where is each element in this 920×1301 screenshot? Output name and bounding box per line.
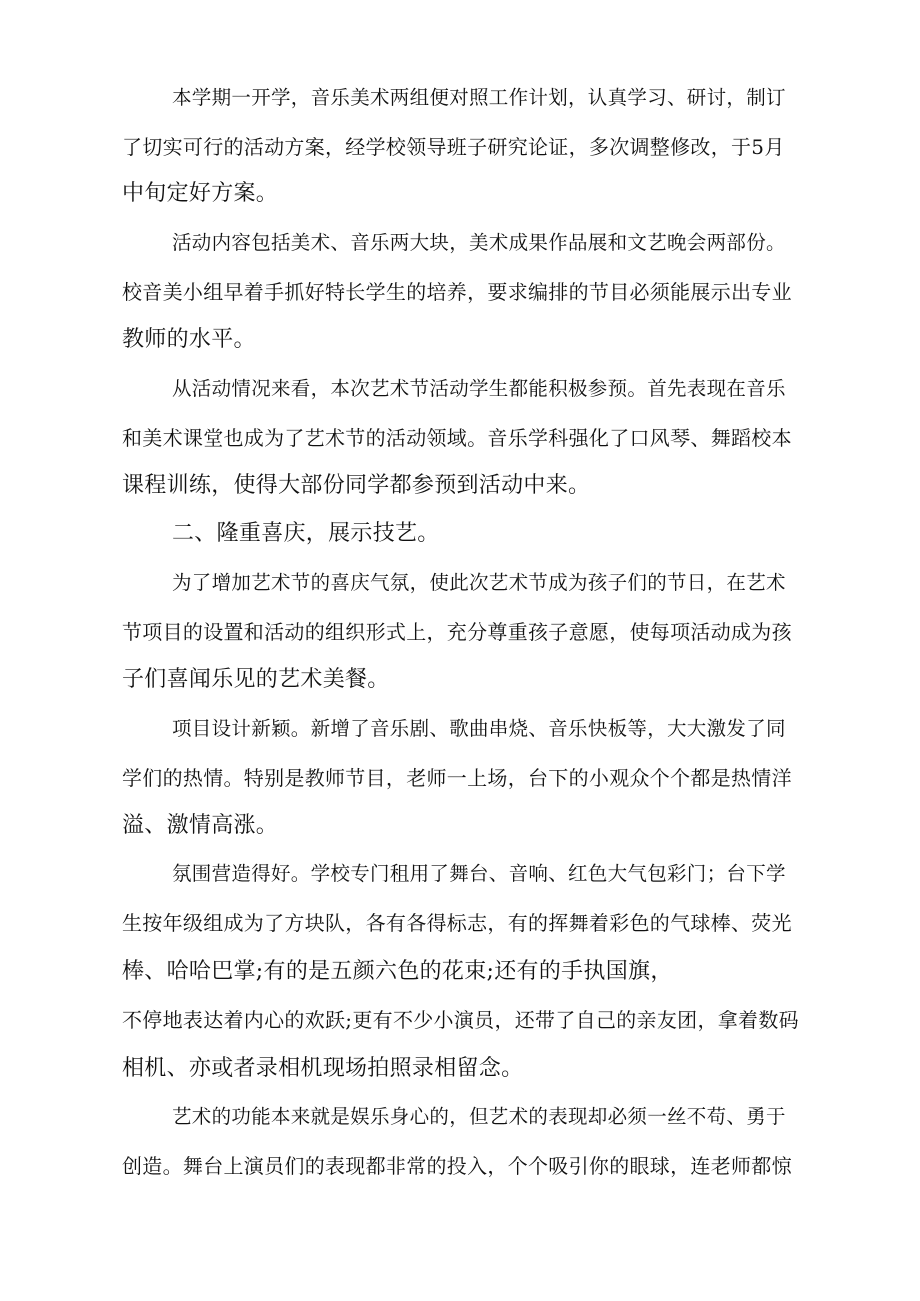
text-line: 校音美小组早着手抓好特长学生的培养，要求编排的节目必须能展示出专业 (122, 280, 792, 304)
text-line: 艺术的功能本来就是娱乐身心的，但艺术的表现却必须一丝不苟、勇于 (172, 1105, 786, 1128)
text-line: 了切实可行的活动方案，经学校领导班子研究论证，多次调整修改，于5月 (122, 135, 785, 159)
text-line: 相机、亦或者录相机现场拍照录相留念。 (122, 1056, 524, 1081)
text-line: 为了增加艺术节的喜庆气氛，使此次艺术节成为孩子们的节日，在艺术 (172, 571, 786, 594)
section-heading: 二、隆重喜庆，展示技艺。 (172, 521, 440, 546)
text-line: 氛围营造得好。学校专门租用了舞台、音响、红色大气包彩门；台下学 (172, 862, 786, 885)
text-line: 节项目的设置和活动的组织形式上，充分尊重孩子意愿，使每项活动成为孩 (122, 620, 792, 644)
text-line: 中旬定好方案。 (122, 181, 279, 206)
text-line: 从活动情况来看，本次艺术节活动学生都能积极参预。首先表现在音乐 (172, 377, 786, 400)
text-line: 不停地表达着内心的欢跃;更有不少小演员，还带了自己的亲友团，拿着数码 (122, 1008, 799, 1032)
text-line: 生按年级组成为了方块队，各有各得标志，有的挥舞着彩色的气球棒、荧光 (122, 911, 792, 935)
text-line: 课程训练，使得大部份同学都参预到活动中来。 (122, 473, 591, 498)
text-line: 教师的水平。 (122, 327, 256, 352)
text-line: 创造。舞台上演员们的表现都非常的投入，个个吸引你的眼球，连老师都惊 (122, 1154, 792, 1178)
text-line: 和美术课堂也成为了艺术节的活动领域。音乐学科强化了口风琴、舞蹈校本 (122, 426, 792, 450)
text-line: 活动内容包括美术、音乐两大块，美术成果作品展和文艺晚会两部份。 (172, 231, 786, 254)
text-line: 本学期一开学，音乐美术两组便对照工作计划，认真学习、研讨，制订 (172, 86, 786, 109)
text-line: 棒、哈哈巴掌;有的是五颜六色的花束;还有的手执国旗， (122, 959, 673, 984)
text-line: 学们的热情。特别是教师节目，老师一上场，台下的小观众个个都是热情洋 (122, 766, 792, 790)
text-line: 溢、激情高涨。 (122, 813, 279, 838)
text-line: 子们喜闻乐见的艺术美餐。 (122, 667, 390, 692)
text-line: 项目设计新颖。新增了音乐剧、歌曲串烧、音乐快板等，大大激发了同 (172, 717, 786, 740)
